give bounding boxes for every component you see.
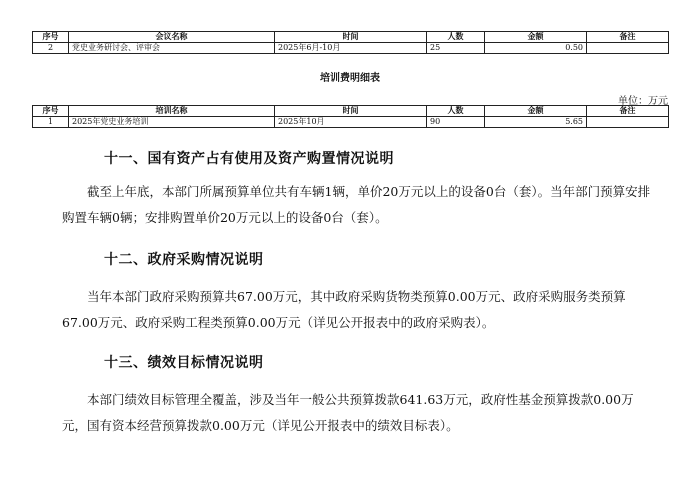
training-expense-table	[32, 105, 669, 128]
header-cell: 时间	[275, 32, 427, 43]
section-paragraph-procurement: 当年本部门政府采购预算共67.00万元，其中政府采购货物类预算0.00万元、政府采购服务类预算67.00万元、政府采购工程类预算0.00万元（详见公开报表中的政府采购表）。	[62, 289, 626, 330]
section-heading-procurement: 十二、政府采购情况说明	[104, 252, 264, 268]
header-cell: 会议名称	[69, 32, 275, 43]
table-row	[33, 43, 669, 54]
header-cell: 序号	[33, 106, 69, 117]
cell-no: 2	[33, 43, 69, 54]
cell-time: 2025年6月-10月	[275, 43, 427, 54]
section-paragraph-assets: 截至上年底，本部门所属预算单位共有车辆1辆，单价20万元以上的设备0台（套）。当年部门预算安排购置车辆0辆；安排购置单价20万元以上的设备0台（套）。	[62, 184, 651, 225]
cell-note	[587, 117, 669, 128]
cell-note	[587, 43, 669, 54]
header-cell: 时间	[275, 106, 427, 117]
cell-no: 1	[33, 117, 69, 128]
header-cell: 培训名称	[69, 106, 275, 117]
header-cell: 人数	[427, 106, 485, 117]
header-cell: 备注	[587, 32, 669, 43]
cell-name: 党史业务研讨会、评审会	[69, 43, 275, 54]
header-cell: 备注	[587, 106, 669, 117]
meeting-expense-table	[32, 31, 669, 54]
header-cell: 序号	[33, 32, 69, 43]
cell-time: 2025年10月	[275, 117, 427, 128]
cell-people: 25	[427, 43, 485, 54]
table-row	[33, 117, 669, 128]
section-heading-assets: 十一、国有资产占有使用及资产购置情况说明	[104, 151, 394, 167]
unit-label: 单位：万元	[618, 96, 668, 107]
cell-people: 90	[427, 117, 485, 128]
cell-amount: 5.65	[485, 117, 587, 128]
header-cell: 金额	[485, 106, 587, 117]
section-heading-performance: 十三、绩效目标情况说明	[104, 355, 264, 371]
table-header-row	[33, 32, 669, 43]
section-paragraph-performance: 本部门绩效目标管理全覆盖，涉及当年一般公共预算拨款641.63万元，政府性基金预算拨款0.00万元，国有资本经营预算拨款0.00万元（详见公开报表中的绩效目标表）。	[62, 392, 634, 433]
header-cell: 人数	[427, 32, 485, 43]
cell-name: 2025年党史业务培训	[69, 117, 275, 128]
training-table-title: 培训费明细表	[320, 73, 380, 84]
table-header-row	[33, 106, 669, 117]
cell-amount: 0.50	[485, 43, 587, 54]
header-cell: 金额	[485, 32, 587, 43]
